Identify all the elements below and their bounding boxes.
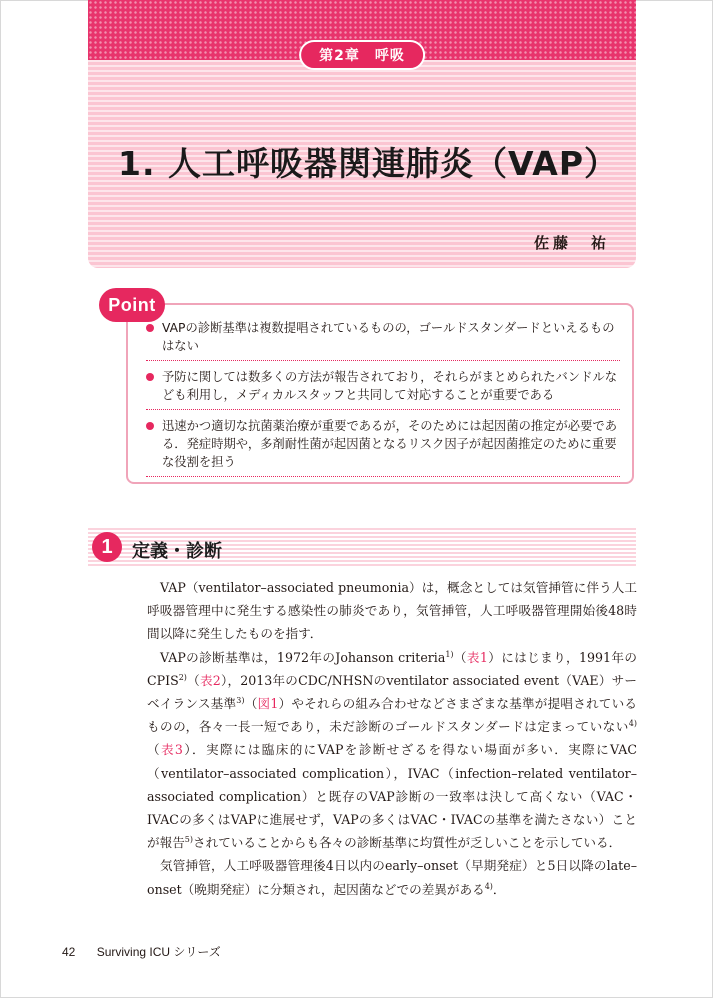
table-ref-link[interactable]: 表2 <box>199 672 221 688</box>
point-item <box>146 319 620 361</box>
point-item <box>146 368 620 410</box>
bullet-icon <box>146 422 154 430</box>
point-item-text: 迅速かつ適切な抗菌薬治療が重要であるが，そのためには起因菌の推定が必要である．発症時期や，多剤耐性菌が起因菌となるリスク因子が起因菌推定のために重要な役割を担う <box>162 419 617 469</box>
chapter-title: 1. 人工呼吸器関連肺炎（VAP） <box>118 144 619 183</box>
table-ref-link[interactable]: 表3 <box>160 742 183 758</box>
point-list <box>146 319 620 477</box>
point-box <box>126 303 634 484</box>
page-number: 42 <box>62 945 76 959</box>
paragraph-3: 気管挿管，人工呼吸器管理後4日以内のearly–onset（早期発症）と5日以降のlate–onset（晩期発症）に分類され，起因菌などでの差異がある$^{4)}$． <box>147 858 637 897</box>
bullet-icon <box>146 373 154 381</box>
section-title: 定義・診断 <box>132 541 222 562</box>
figure-ref-link[interactable]: 図1 <box>257 696 279 712</box>
point-item-text: 予防に関しては数多くの方法が報告されており，それらがまとめられたバンドルなども利用し，メディカルスタッフと共同して対応することが重要である <box>162 370 617 402</box>
page-footer <box>62 943 221 960</box>
point-item <box>146 417 620 477</box>
chapter-label: 第2章 呼吸 <box>299 40 425 70</box>
body-text <box>147 576 637 901</box>
bullet-icon <box>146 324 154 332</box>
section-number-badge: 1 <box>92 532 122 562</box>
point-item-text: VAPの診断基準は複数提唱されているものの，ゴールドスタンダードといえるものはない <box>162 321 615 353</box>
point-logo: Point <box>99 288 165 322</box>
paragraph-1: VAP（ventilator–associated pneumonia）は，概念としては気管挿管に伴う人工呼吸器管理中に発生する感染性の肺炎であり，気管挿管，人工呼吸器管理開始後48時間以降に発生したものを指す． <box>147 580 637 642</box>
author-name: 佐藤 祐 <box>533 234 610 252</box>
series-name: Surviving ICU シリーズ <box>96 945 221 959</box>
chapter-header <box>88 0 636 268</box>
table-ref-link[interactable]: 表1 <box>466 649 488 665</box>
paragraph-2: VAPの診断基準は，1972年のJohanson criteria$^{1)}$（表1）にはじまり，1991年のCPIS$^{2)}$（表2），2013年のCDC/NHSNのventilator associated event（VAE）サーベイランス基準$^{3)}$（図1）やそれらの組み合わせなどさまざまな基準が提唱されているものの，各々一長一短であり，未だ診断のゴールドスタンダードは定まっていない$^{4)}$（表3）．実際には臨床的にVAPを診断せざるを得ない場面が多い．実際にVAC（ventilator–associated complication），IVAC（infection–related ventilator–associated complication）と既存のVAP診断の一致率は決して高くない（VAC・IVACの多くはVAPに進展せず，VAPの多くはVAC・IVACの基準を満たさない）ことが報告$^{5)}$されていることからも各々の診断基準に均質性が乏しいことを示している． <box>147 649 638 851</box>
